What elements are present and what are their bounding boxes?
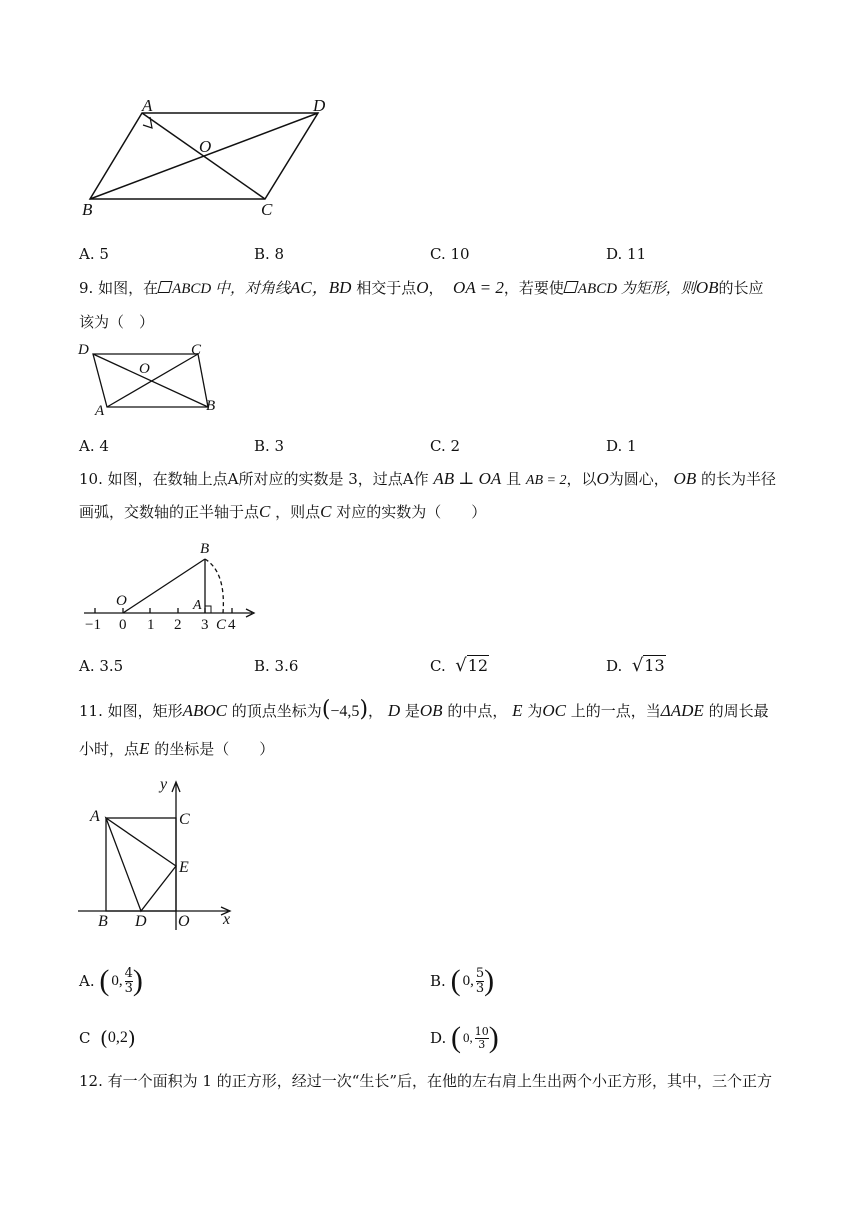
label-e: E <box>179 859 189 876</box>
label-o: O <box>199 137 212 156</box>
label-o: O <box>178 913 190 930</box>
sqrt-symbol: √ <box>631 655 644 676</box>
tick-label: 4 <box>228 617 236 633</box>
label-a: A <box>193 598 202 613</box>
question-10-line-1: 10. 如图，在数轴上点A所对应的实数是 3，过点A作 AB ⊥ OA 且 AB = 2，以O为圆心， OB 的长为半径 <box>79 469 777 488</box>
option-c: C. 10 <box>430 245 470 263</box>
label-b: B <box>82 200 93 219</box>
label-d: D <box>313 96 326 115</box>
right-angle-mark <box>143 117 152 128</box>
option-a: A. 4 <box>79 437 109 455</box>
tick-label: 1 <box>147 617 155 633</box>
arc-dashed <box>205 559 223 613</box>
tick-label: −1 <box>85 617 101 633</box>
triangle-ade <box>106 818 176 911</box>
question-9-line-2: 该为（ ） <box>79 313 155 331</box>
rectangle-aboc <box>106 818 176 911</box>
label-b: B <box>98 913 108 930</box>
label-b: B <box>206 398 216 414</box>
option-d: D. 11 <box>606 245 647 263</box>
option-b: B. 3 <box>254 437 285 455</box>
label-b: B <box>200 541 210 557</box>
label-o: O <box>116 593 127 609</box>
label-d: D <box>78 342 89 358</box>
parallelogram-symbol <box>563 281 578 293</box>
option-a: A. 5 <box>79 245 109 263</box>
label-d: D <box>135 913 147 930</box>
label-y: y <box>160 776 168 793</box>
tick-label: 2 <box>174 617 182 633</box>
label-a: A <box>142 96 153 115</box>
question-9-line-1: 9. 如图，在 ABCD 中，对角线AC，BD 相交于点O， OA = 2，若要使 ABCD 为矩形，则OB的长应 <box>79 278 764 297</box>
tick-label: 3 <box>201 617 209 633</box>
label-c: C <box>179 811 190 828</box>
option-d: D. √13 <box>606 655 665 676</box>
label-c: C <box>191 342 202 358</box>
label-o: O <box>139 361 150 377</box>
option-c: C ( 0,2 ) <box>79 1026 136 1050</box>
tick-label: 0 <box>119 617 127 633</box>
parallelogram-symbol <box>157 281 172 293</box>
option-d: D. 1 <box>606 437 637 455</box>
option-c: C. √12 <box>430 655 489 676</box>
option-d: D. ( 0, $\frac{10}{3}$ ) <box>430 1021 499 1054</box>
parallelogram-figure-q8 <box>80 95 340 225</box>
question-11-line-1: 11. 如图，矩形ABOC 的顶点坐标为(−4,5)， D 是OB 的中点， E 为OC 上的一点，当ΔADE 的周长最 <box>79 697 769 722</box>
option-b: B. 3.6 <box>254 657 299 675</box>
option-b: B. 8 <box>254 245 285 263</box>
label-c: C <box>216 617 227 633</box>
label-a: A <box>95 403 105 419</box>
right-angle-mark <box>205 606 211 613</box>
question-11-line-2: 小时，点E 的坐标是（ ） <box>79 739 275 758</box>
question-12-line-1: 12. 有一个面积为 1 的正方形，经过一次“生长”后，在他的左右肩上生出两个小正方形，其中，三个正方 <box>79 1072 773 1090</box>
option-b: B. ( 0, $\frac{5}{3}$ ) <box>430 964 495 997</box>
question-10-line-2: 画弧，交数轴的正半轴于点C ，则点C 对应的实数为（ ） <box>79 502 487 521</box>
option-a: A. 3.5 <box>79 657 124 675</box>
sqrt-symbol: √ <box>455 655 467 676</box>
option-a: A. ( 0, $\frac{4}{3}$ ) <box>79 964 143 997</box>
label-x: x <box>223 911 231 928</box>
option-c: C. 2 <box>430 437 461 455</box>
label-c: C <box>261 200 273 219</box>
label-a: A <box>90 808 100 825</box>
